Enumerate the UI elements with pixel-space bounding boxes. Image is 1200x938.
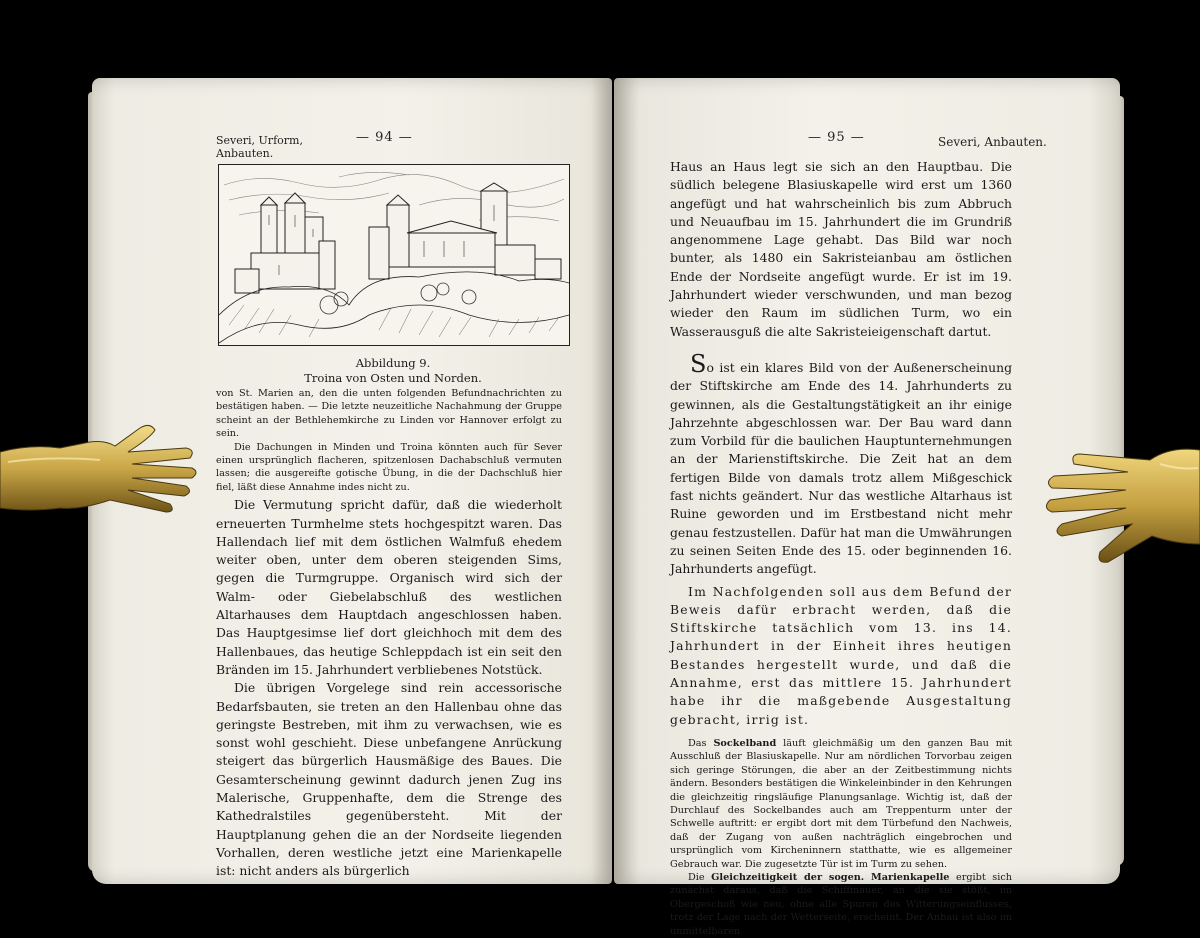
marien-rest: ergibt sich zunächst daraus, daß die Schiffmauer, an die sie stößt, im Obergeschoß wie neu, ohne alle Spuren des Witterungseinflusses, trotz der Lage nach der Wetterseite, erscheint. Der Anbau ist also im unmittelbaren [670,871,1012,937]
left-body [216,387,562,880]
right-paragraph-3: Im Nachfolgenden soll aus dem Befund der Beweis dafür erbracht werden, daß die Stiftskirche tatsächlich vom 13. ins 14. Jahrhundert in der Einheit ihres heutigen Bestandes hergestellt wurde, und daß die Annahme, erst das mittlere 15. Jahrhundert habe ihr die maßgebende Ausgestaltung gebracht, irrig ist. [670,583,1012,727]
left-page-number: — 94 — [356,130,413,145]
figure-caption: Troina von Osten und Norden. [304,371,482,385]
right-body [670,158,1012,938]
right-paragraph-2 [670,349,1012,579]
figure-illustration [218,164,570,346]
sockel-lead: Das [688,737,714,749]
brass-hand-left-icon [0,412,200,532]
left-small-paragraph-2: Die Dachungen in Minden und Troina könnten auch für Sever einen ursprünglich flacheren, spitzenlosen Dachabschluß vermuten lassen; die ausgereifte gotische Übung, in die der Dachschluß hier fiel, läßt diese Annahme indes nicht zu. [216,441,562,493]
open-book [92,78,1122,937]
left-small-paragraph-1: von St. Marien an, den die unten folgenden Befundnachrichten zu bestätigen haben. — Die letzte neuzeitliche Nachahmung der Gruppe scheint an der Bethlehemkirche zu Linden vor Hannover erfolgt zu sein. [216,388,562,440]
right-page-number: — 95 — [808,130,865,145]
drop-cap: S [690,349,707,378]
troina-sketch [219,165,569,345]
right-small-paragraph-2 [670,871,1012,938]
marien-lead: Die [688,871,712,883]
sockelband-term: Sockelband [713,737,777,749]
left-paragraph-1: Die Vermutung spricht dafür, daß die wiederholt erneuerten Turmhelme stets hochgespitzt waren. Das Hallendach lief mit dem östlichen Walmfuß ehedem weiter oben, unter dem oberen steigenden Sims, gegen die Turmgruppe. Organisch wird sich der Walm- oder Giebelabschluß des westlichen Altarhauses dem Hauptdach angeschlossen haben. Das Hauptgesimse lief dort gleichhoch mit dem des Hallenbaues, das heutige Schleppdach ist ein seit den Bränden im 15. Jahrhundert verbliebenes Notstück. [216,497,562,677]
brass-hand-right-icon [1040,440,1200,580]
sockel-rest: läuft gleichmäßig um den ganzen Bau mit Ausschluß der Blasiuskapelle. Nur am nördlichen Torvorbau zeigen sich geringe Störungen, die aber an der Zeitbestimmung nichts ändern. Besonders bestätigen die Winkeleinbinder in den Kehrungen die gleichzeitig ringsläufige Planungsanlage. Wichtig ist, daß der Durchlauf des Sockelbandes auch am Treppenturm unter der Schwelle auftritt: er ergibt dort mit dem Türbefund den Nachweis, daß der Zugang von außen nachträglich eingebrochen und ursprünglich vom Kircheninnern statthatte, wie es allgemeiner Gebrauch war. Die zugesetzte Tür ist im Turm zu sehen. [670,737,1012,870]
right-small-paragraph-1 [670,737,1012,871]
right-paragraph-1: Haus an Haus legt sie sich an den Hauptbau. Die südlich belegene Blasiuskapelle wird erst um 1360 angefügt und hat wahrscheinlich bis zum Abbruch und Neuaufbau im 15. Jahrhundert die im Grundriß angenommene Lage gehabt. Das Bild war noch bunter, als 1480 ein Sakristeianbau am östlichen Ende der Nordseite angefügt wurde. Er ist im 19. Jahrhundert wieder verschwunden, und man bezog wieder den Raum im südlichen Turm, wo ein Wasserausguß die alte Sakristeieigenschaft dartut. [670,159,1012,339]
right-paragraph-2-text: o ist ein klares Bild von der Außenerscheinung der Stiftskirche am Ende des 14. Jahrhunderts zu gewinnen, als die Gestaltungstätigkeit an ihr einige Jahrzehnte abgeschlossen war. Der Bau ward dann zum Vorbild für die baulichen Hauptunternehmungen an der Marienstiftskirche. Die Zeit hat an dem fertigen Bilde von damals trotz allem Mißgeschick fast nichts geändert. Nur das westliche Altarhaus ist Ruine geworden und im Erstbestand nicht mehr genau festzustellen. Dafür hat man die Umwährungen zu seinen Seiten Ende des 15. oder beginnenden 16. Jahrhunderts angefügt. [670,359,1012,577]
left-running-head: Severi, Urform, Anbauten. [216,134,303,160]
marienkapelle-term: Gleichzeitigkeit der sogen. Marienkapelle [711,871,950,883]
figure-title: Abbildung 9. [355,356,431,370]
left-paragraph-2: Die übrigen Vorgelege sind rein accessorische Bedarfsbauten, sie treten an den Hallenbau ohne das geringste Bestreben, mit ihm zu verwachsen, wie es sonst wohl geschieht. Diese unbefangene Anrückung steigert das bürgerlich Hausmäßige des Baues. Die Gesamterscheinung gewinnt dadurch jenen Zug ins Malerische, Gruppenhafte, dem die Strenge des Kathedralstiles gegenübersteht. Mit der Hauptplanung gehen die an der Nordseite liegenden Vorhallen, deren westliche jetzt eine Marienkapelle ist: nicht anders als bürgerlich [216,680,562,879]
right-running-head: Severi, Anbauten. [938,135,1047,149]
